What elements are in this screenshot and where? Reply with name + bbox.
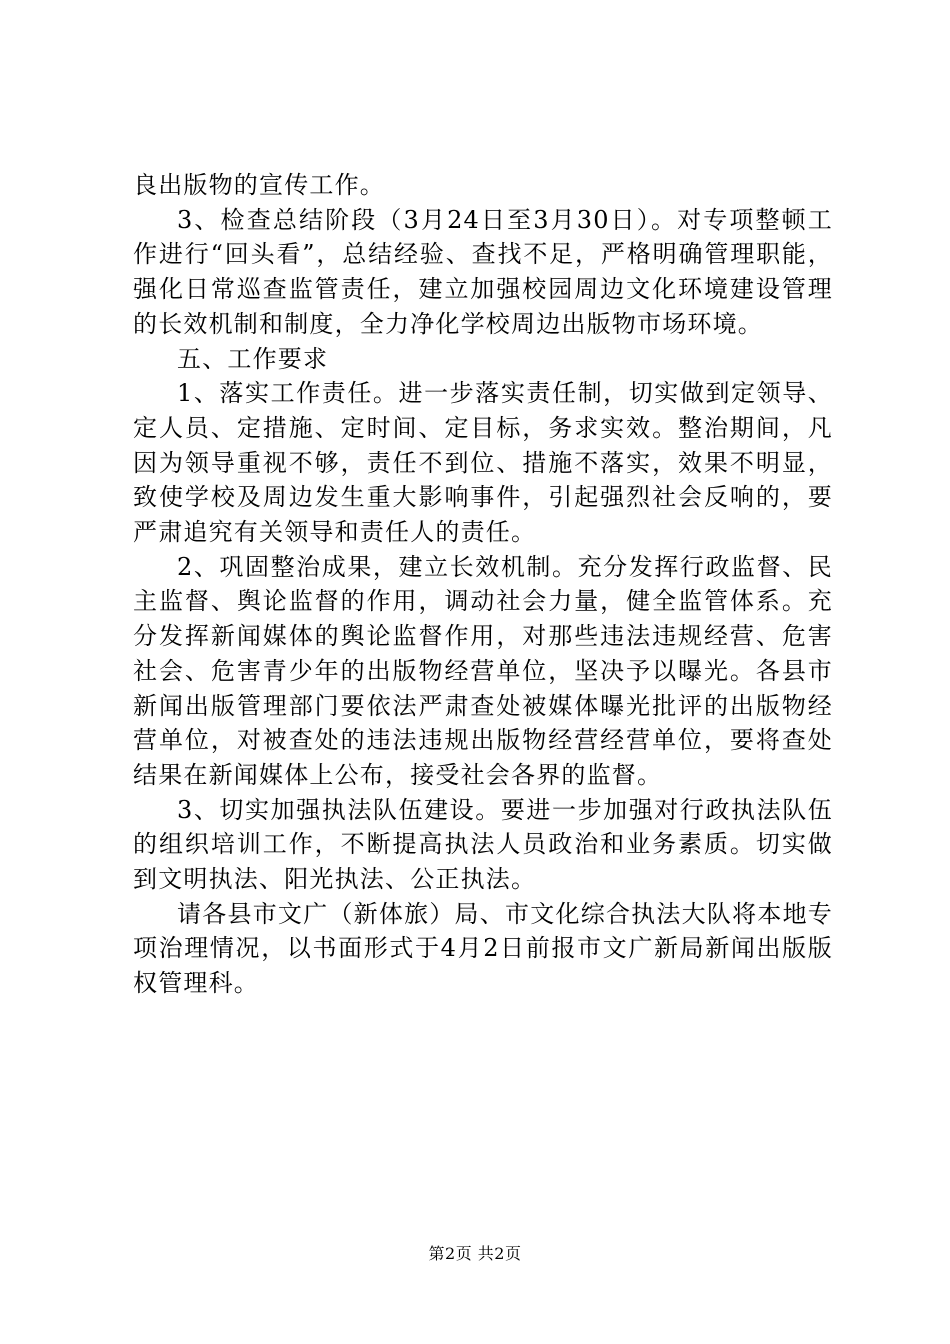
paragraph-requirement-1: 1、落实工作责任。进一步落实责任制，切实做到定领导、定人员、定措施、定时间、定目标，务求实效。整治期间，凡因为领导重视不够，责任不到位、措施不落实，效果不明显，致使学校及周边发生重大影响事件，引起强烈社会反响的，要严肃追究有关领导和责任人的责任。 bbox=[133, 379, 833, 547]
section-heading-work-requirements: 五、工作要求 bbox=[177, 344, 329, 373]
paragraph-closing-request: 请各县市文广（新体旅）局、市文化综合执法大队将本地专项治理情况，以书面形式于4月2日前报市文广新局新闻出版版权管理科。 bbox=[133, 899, 833, 998]
paragraph-requirement-3: 3、切实加强执法队伍建设。要进一步加强对行政执法队伍的组织培训工作，不断提高执法人员政治和业务素质。切实做到文明执法、阳光执法、公正执法。 bbox=[133, 795, 833, 894]
paragraph-review-stage: 3、检查总结阶段（3月24日至3月30日）。对专项整顿工作进行“回头看”，总结经验、查找不足，严格明确管理职能，强化日常巡查监管责任，建立加强校园周边文化环境建设管理的长效机制和制度，全力净化学校周边出版物市场环境。 bbox=[133, 205, 833, 338]
page-number-footer: 第2页 共2页 bbox=[428, 1244, 522, 1263]
document-body bbox=[133, 168, 833, 1001]
paragraph-continuation: 良出版物的宣传工作。 bbox=[133, 171, 385, 199]
paragraph-requirement-2: 2、巩固整治成果，建立长效机制。充分发挥行政监督、民主监督、舆论监督的作用，调动社会力量，健全监管体系。充分发挥新闻媒体的舆论监督作用，对那些违法违规经营、危害社会、危害青少年的出版物经营单位，坚决予以曝光。各县市新闻出版管理部门要依法严肃查处被媒体曝光批评的出版物经营单位，对被查处的违法违规出版物经营经营单位，要将查处结果在新闻媒体上公布，接受社会各界的监督。 bbox=[133, 552, 833, 789]
